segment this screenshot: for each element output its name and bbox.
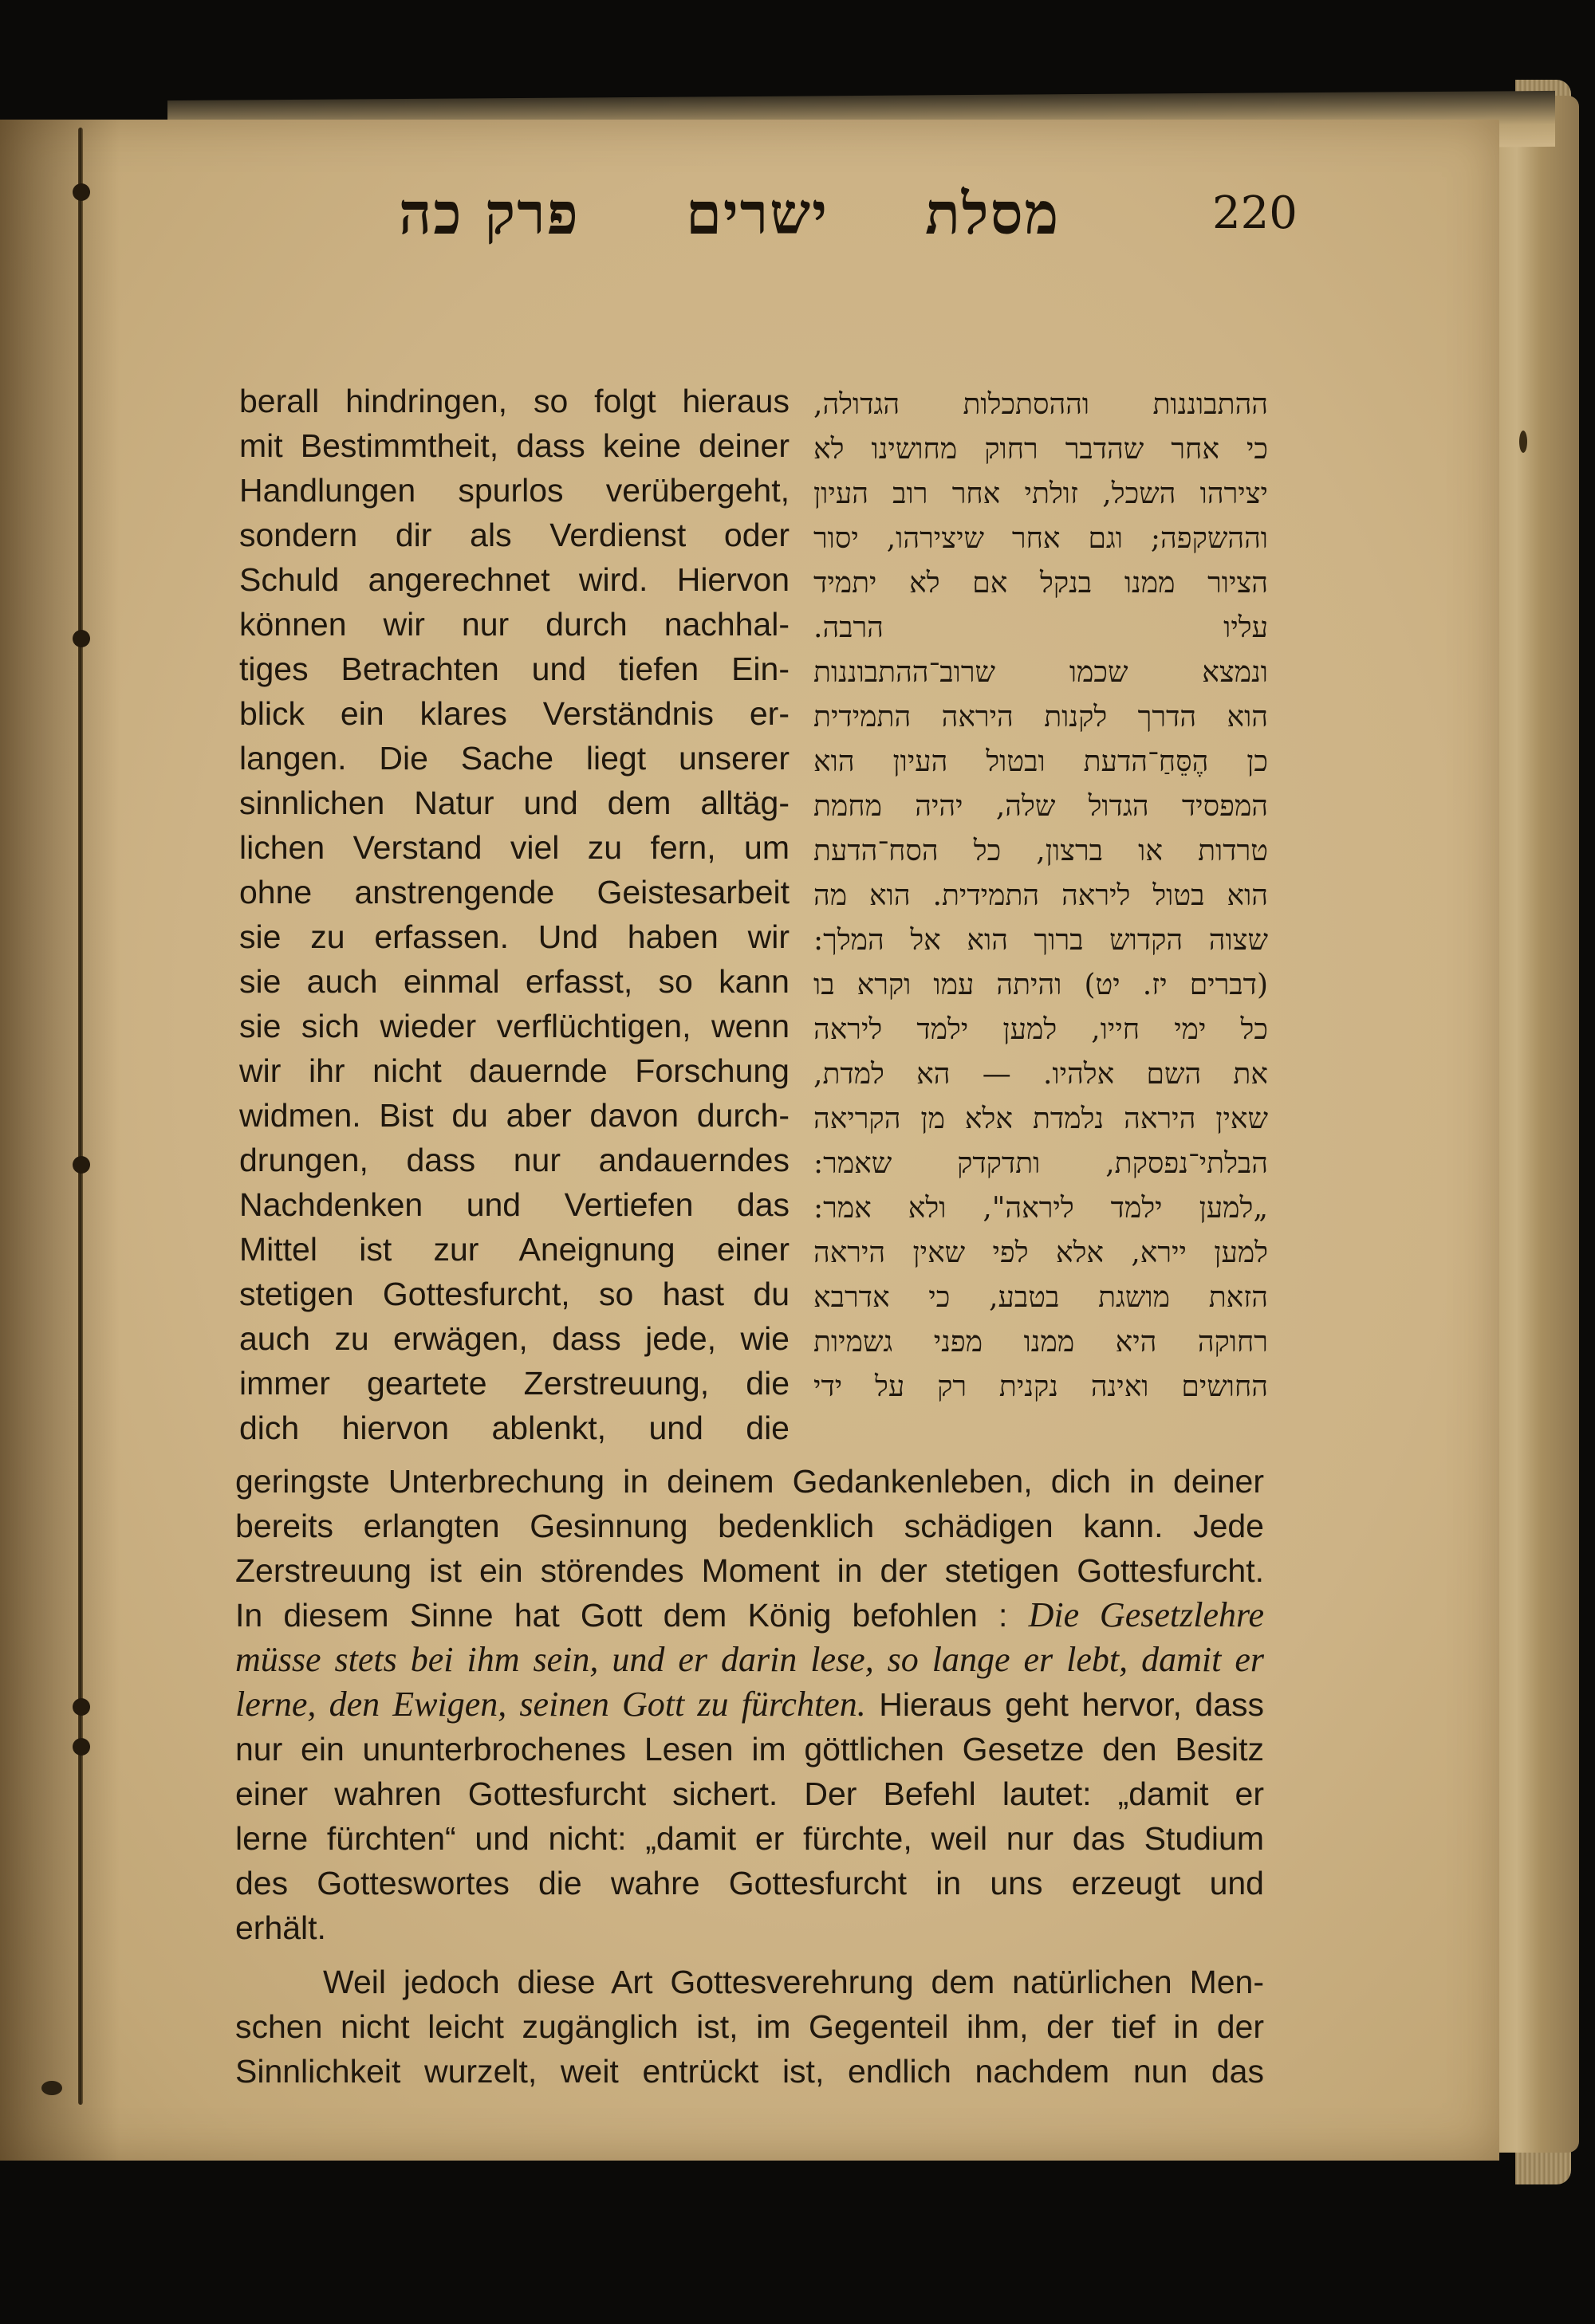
- hebrew-line: כן הֶסֵּחַ־הדעת ובטול העיון הוא: [813, 745, 1268, 778]
- german-line: sie zu erfassen. Und haben wir: [239, 918, 790, 955]
- paragraph-first-line: Weil jedoch diese Art Gottesverehrung dem natürlichen Men-: [323, 1964, 1264, 2000]
- german-line: drungen, dass nur andauerndes: [239, 1142, 790, 1178]
- german-line: berall hindringen, so folgt hieraus: [239, 383, 790, 419]
- text-line: des Gotteswortes die wahre Gottesfurcht in uns erzeugt und: [235, 1865, 1264, 1901]
- hebrew-line: הבלתי־נפסקת, ותדקדק שאמר:: [813, 1147, 1268, 1180]
- hebrew-line: הציור ממנו בנקל אם לא יתמיד: [813, 567, 1268, 600]
- text-line: einer wahren Gottesfurcht sichert. Der Befehl lautet: „damit er: [235, 1775, 1264, 1812]
- hebrew-line: הוא הדרך לקנות היראה התמידית: [813, 701, 1268, 733]
- hebrew-line: החושים ואינה נקנית רק על ידי: [813, 1370, 1268, 1403]
- hebrew-line: (דברים יז. יט) והיתה עמו וקרא בו: [813, 969, 1268, 1001]
- hebrew-line: למען יירא, אלא לפי שאין היראה: [813, 1237, 1268, 1269]
- text-line: schen nicht leicht zugänglich ist, im Gegenteil ihm, der tief in der: [235, 2008, 1264, 2045]
- german-line: Nachdenken und Vertiefen das: [239, 1186, 790, 1223]
- hebrew-line: הוא בטול ליראה התמידית. הוא מה: [813, 879, 1268, 912]
- german-line: sie auch einmal erfasst, so kann: [239, 963, 790, 1000]
- text-line: lerne fürchten“ und nicht: „damit er fürchte, weil nur das Studium: [235, 1820, 1264, 1857]
- german-line: ohne anstrengende Geistesarbeit: [239, 874, 790, 910]
- hebrew-line: שצוה הקדוש ברוך הוא אל המלך:: [813, 924, 1268, 957]
- german-line: sie sich wieder verflüchtigen, wenn: [239, 1008, 790, 1044]
- hebrew-line: יצירהו השכל, זולתי אחר רוב העיון: [813, 478, 1268, 510]
- text-line: geringste Unterbrechung in deinem Gedankenleben, dich in deiner: [235, 1463, 1264, 1500]
- full-width-text: [235, 1459, 1264, 2094]
- text-line: [235, 1593, 1264, 1638]
- hebrew-line: „למען ילמד ליראה", ולא אמר:: [813, 1192, 1268, 1225]
- text-line: nur ein ununterbrochenes Lesen im göttlichen Gesetze den Besitz: [235, 1731, 1264, 1768]
- text-line: bereits erlangten Gesinnung bedenklich schädigen kann. Jede: [235, 1508, 1264, 1544]
- text-segment: In diesem Sinne hat Gott dem König befohlen :: [235, 1597, 1029, 1634]
- thread-knot: [73, 630, 90, 647]
- hebrew-line: המפסיד הגדול שלה, יהיה מחמת: [813, 790, 1268, 823]
- binding-thread: [78, 128, 83, 2105]
- german-line: können wir nur durch nachhal-: [239, 606, 790, 643]
- thread-knot: [73, 1738, 90, 1756]
- german-line: Mittel ist zur Aneignung einer: [239, 1231, 790, 1268]
- german-line: sinnlichen Natur und dem alltäg-: [239, 784, 790, 821]
- german-line: mit Bestimmtheit, dass keine deiner: [239, 427, 790, 464]
- german-line: sondern dir als Verdienst oder: [239, 517, 790, 553]
- hebrew-line: ונמצא שכמו שרוב־ההתבוננות: [813, 656, 1268, 689]
- hebrew-line: שאין היראה נלמדת אלא מן הקריאה: [813, 1103, 1268, 1135]
- thread-knot: [73, 1156, 90, 1174]
- text-line: Zerstreuung ist ein störendes Moment in der stetigen Gottesfurcht.: [235, 1552, 1264, 1589]
- german-line: Schuld angerechnet wird. Hiervon: [239, 561, 790, 598]
- german-column: [239, 379, 790, 1450]
- chapter-heading: פרק כה: [399, 179, 580, 247]
- german-line: auch zu erwägen, dass jede, wie: [239, 1320, 790, 1357]
- german-line: stetigen Gottesfurcht, so hast du: [239, 1276, 790, 1312]
- hebrew-line: כל ימי חייו, למען ילמד ליראה: [813, 1013, 1268, 1046]
- italic-quote: Die Gesetzlehre: [1028, 1595, 1264, 1634]
- german-line: immer geartete Zerstreuung, die: [239, 1365, 790, 1402]
- page-number: 220: [1212, 187, 1298, 239]
- hebrew-line: ההתבוננות וההסתכלות הגדולה,: [813, 388, 1268, 421]
- hebrew-line: את השם אלהיו. — הא למדת,: [813, 1058, 1268, 1091]
- hebrew-column: [813, 383, 1268, 1410]
- german-line: widmen. Bist du aber davon durch-: [239, 1097, 790, 1134]
- ink-speck: [1519, 431, 1527, 453]
- hebrew-line: וההשקפה; וגם אחר שיצירהו, יסור: [813, 522, 1268, 555]
- hebrew-line: טרדות או ברצון, כל הסח־הדעת: [813, 835, 1268, 867]
- running-head: [383, 179, 1298, 259]
- gutter-shadow: [0, 120, 120, 2161]
- book-title-word-2: ישרים: [686, 179, 829, 247]
- hebrew-line: כי אחר שהדבר רחוק מחושינו לא: [813, 433, 1268, 466]
- thread-knot: [73, 183, 90, 201]
- text-segment: Hieraus geht hervor, dass: [865, 1686, 1264, 1723]
- german-line: blick ein klares Verständnis er-: [239, 695, 790, 732]
- text-line: Sinnlichkeit wurzelt, weit entrückt ist, endlich nachdem nun das: [235, 2053, 1264, 2090]
- hebrew-line: רחוקה היא ממנו מפני גשמיות: [813, 1326, 1268, 1359]
- german-line: Handlungen spurlos verübergeht,: [239, 472, 790, 509]
- german-line: lichen Verstand viel zu fern, um: [239, 829, 790, 866]
- german-line: wir ihr nicht dauernde Forschung: [239, 1052, 790, 1089]
- text-line: [235, 1682, 1264, 1727]
- book-title-word-1: מסלת: [925, 179, 1061, 247]
- german-line: tiges Betrachten und tiefen Ein-: [239, 651, 790, 687]
- hebrew-line: עליו הרבה.: [813, 611, 1268, 644]
- thread-knot: [73, 1698, 90, 1716]
- italic-quote: lerne, den Ewigen, seinen Gott zu fürchten.: [235, 1685, 866, 1724]
- text-line: erhält.: [235, 1909, 326, 1946]
- italic-quote-line: müsse stets bei ihm sein, und er darin lese, so lange er lebt, damit er: [235, 1640, 1264, 1679]
- german-line: langen. Die Sache liegt unserer: [239, 740, 790, 777]
- ink-speck: [41, 2081, 62, 2095]
- german-line: dich hiervon ablenkt, und die: [239, 1410, 790, 1446]
- hebrew-line: הזאת מושגת בטבע, כי אדרבא: [813, 1281, 1268, 1314]
